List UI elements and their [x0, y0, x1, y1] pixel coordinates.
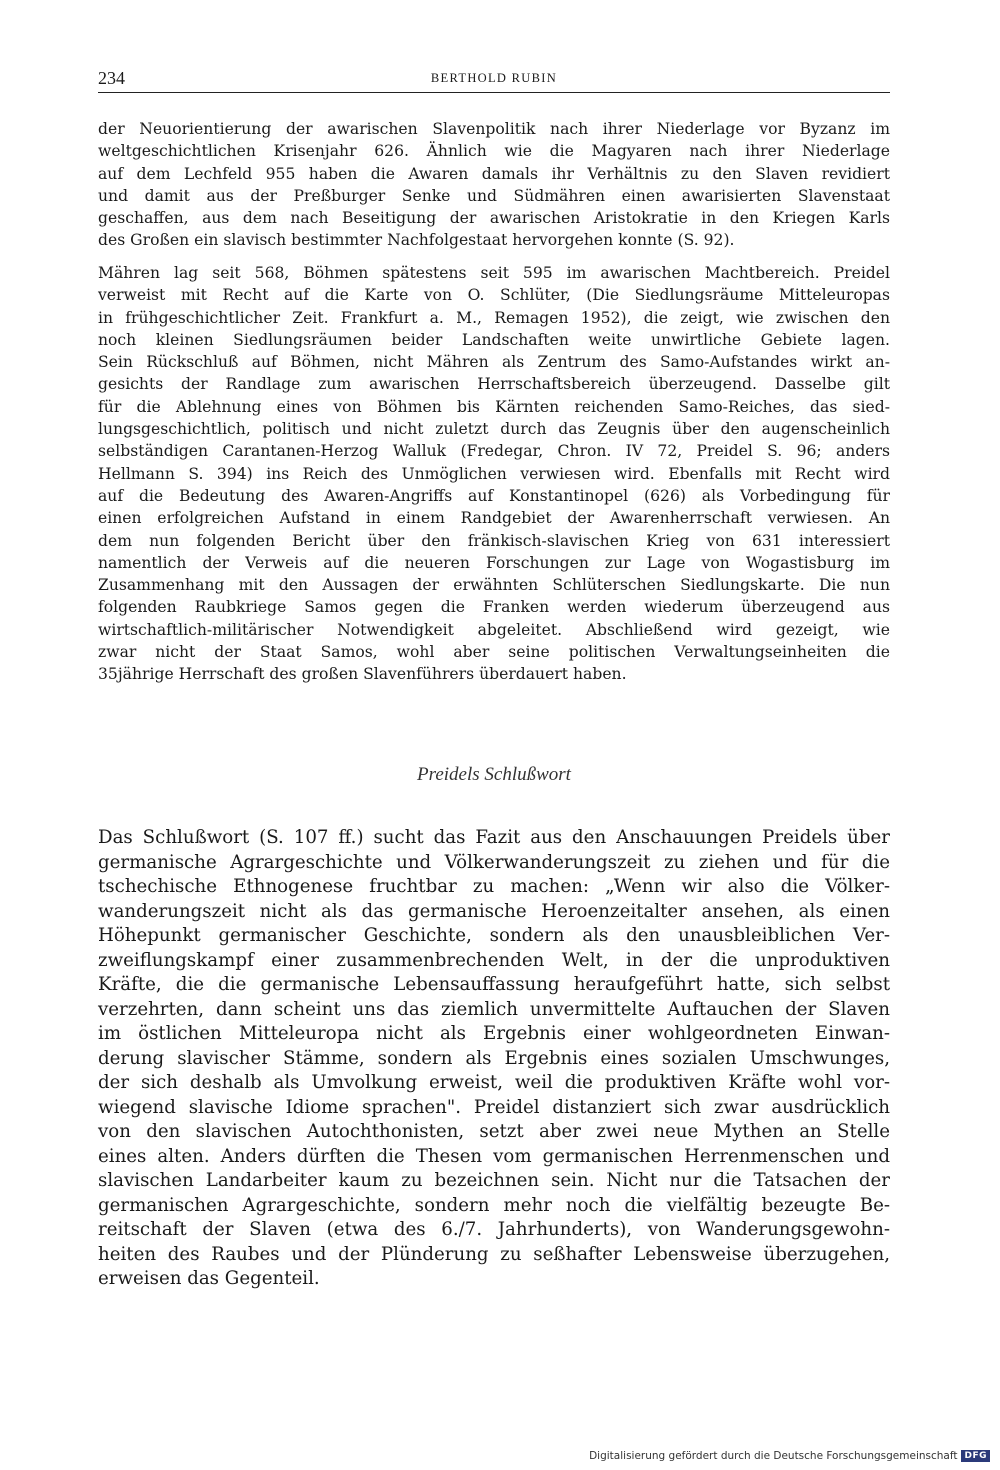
- text-line: im östlichen Mitteleuropa nicht als Ergebnis einer wohlgeordneten Einwan-: [98, 1023, 890, 1044]
- text-line: heiten des Raubes und der Plünderung zu seßhafter Lebensweise überzugehen,: [98, 1243, 890, 1265]
- text-line: wiegend slavische Idiome sprachen". Preidel distanziert sich zwar ausdrücklich: [98, 1096, 890, 1118]
- text-line: verzehrten, dann scheint uns das ziemlich unvermittelte Auftauchen der Slaven: [98, 998, 890, 1020]
- text-line: Sein Rückschluß auf Böhmen, nicht Mähren als Zentrum des Samo-Aufstandes wirkt an-: [98, 353, 890, 372]
- text-line: des Großen ein slavisch bestimmter Nachfolgestaat hervorgehen konnte (S. 92).: [98, 231, 735, 250]
- text-line: zwar nicht der Staat Samos, wohl aber seine politischen Verwaltungseinheiten die: [98, 643, 890, 662]
- text-line: folgenden Raubkriege Samos gegen die Franken werden wiederum überzeugend aus: [98, 598, 890, 617]
- text-line: der sich deshalb als Umvolkung erweist, weil die produktiven Kräfte wohl vor-: [98, 1072, 890, 1093]
- text-line: einen erfolgreichen Aufstand in einem Randgebiet der Awarenherrschaft verwiesen. An: [98, 509, 890, 528]
- text-line: Kräfte, die die germanische Lebensauffassung heraufgeführt hatte, sich selbst: [98, 974, 890, 995]
- body-paragraph-3: [98, 826, 890, 1292]
- text-line: und damit aus der Preßburger Senke und Südmähren einen awarisierten Slavenstaat: [98, 186, 890, 205]
- text-line: noch kleinen Siedlungsräumen beider Landschaften weite unwirtliche Gebiete lagen.: [98, 330, 890, 349]
- text-line: auf dem Lechfeld 955 haben die Awaren damals ihr Verhältnis zu den Slaven revidiert: [98, 164, 890, 183]
- text-line: reitschaft der Slaven (etwa des 6./7. Jahrhunderts), von Wanderungsgewohn-: [98, 1219, 890, 1240]
- text-line: dem nun folgenden Bericht über den fränkisch-slavischen Krieg von 631 interessiert: [98, 531, 890, 550]
- text-line: wanderungszeit nicht als das germanische Heroenzeitalter ansehen, als einen: [98, 900, 890, 922]
- text-line: erweisen das Gegenteil.: [98, 1268, 320, 1289]
- text-line: der Neuorientierung der awarischen Slavenpolitik nach ihrer Niederlage vor Byzanz im: [98, 120, 890, 138]
- page-header: [98, 66, 890, 93]
- text-line: Das Schlußwort (S. 107 ff.) sucht das Fazit aus den Anschauungen Preidels über: [98, 827, 890, 848]
- text-line: wirtschaftlich-militärischer Notwendigkeit abgeleitet. Abschließend wird gezeigt, wie: [98, 620, 890, 639]
- text-line: Zusammenhang mit den Aussagen der erwähnten Schlüterschen Siedlungskarte. Die nun: [98, 576, 890, 595]
- digitization-credit: [589, 1448, 990, 1464]
- section-heading: Preidels Schlußwort: [417, 764, 571, 785]
- body-paragraph-2: [98, 262, 890, 686]
- text-line: eines alten. Anders dürften die Thesen vom germanischen Herrenmenschen und: [98, 1145, 890, 1167]
- text-line: Höhepunkt germanischer Geschichte, sondern als den unausbleiblichen Ver-: [98, 925, 890, 946]
- text-line: Hellmann S. 394) ins Reich des Unmöglichen verwiesen wird. Ebenfalls mit Recht wird: [98, 464, 890, 483]
- credit-text: Digitalisierung gefördert durch die Deutsche Forschungsgemeinschaft: [589, 1450, 958, 1462]
- text-line: für die Ablehnung eines von Böhmen bis Kärnten reichenden Samo-Reiches, das sied-: [98, 397, 890, 416]
- text-line: in frühgeschichtlicher Zeit. Frankfurt a. M., Remagen 1952), die zeigt, wie zwischen den: [98, 308, 890, 327]
- text-line: gesichts der Randlage zum awarischen Herrschaftsbereich überzeugend. Dasselbe gilt: [98, 375, 890, 394]
- text-line: selbständigen Carantanen-Herzog Walluk (Fredegar, Chron. IV 72, Preidel S. 96; anders: [98, 442, 890, 461]
- body-paragraph-1: [98, 118, 890, 252]
- text-line: geschaffen, aus dem nach Beseitigung der awarischen Aristokratie in den Kriegen Karls: [98, 209, 890, 228]
- text-line: namentlich der Verweis auf die neueren Forschungen zur Lage von Wogastisburg im: [98, 553, 890, 572]
- text-line: zweiflungskampf einer zusammenbrechenden Welt, in der die unproduktiven: [98, 949, 890, 971]
- text-line: Mähren lag seit 568, Böhmen spätestens seit 595 im awarischen Machtbereich. Preidel: [98, 264, 890, 282]
- text-line: von den slavischen Autochthonisten, setzt aber zwei neue Mythen an Stelle: [98, 1121, 890, 1142]
- page-number: 234: [98, 68, 125, 88]
- text-line: auf die Bedeutung des Awaren-Angriffs auf Konstantinopel (626) als Vorbedingung für: [98, 486, 890, 505]
- text-line: slavischen Landarbeiter kaum zu bezeichnen sein. Nicht nur die Tatsachen der: [98, 1170, 890, 1191]
- text-line: weltgeschichtlichen Krisenjahr 626. Ähnlich wie die Magyaren nach ihrer Niederlage: [98, 142, 890, 161]
- text-line: germanischen Agrargeschichte, sondern mehr noch die vielfältig bezeugte Be-: [98, 1194, 890, 1216]
- dfg-logo: DFG: [961, 1450, 990, 1462]
- text-line: derung slavischer Stämme, sondern als Ergebnis eines sozialen Umschwunges,: [98, 1047, 890, 1069]
- text-line: tschechische Ethnogenese fruchtbar zu machen: „Wenn wir also die Völker-: [98, 876, 890, 897]
- text-line: lungsgeschichtlich, politisch und nicht zuletzt durch das Zeugnis über den augenscheinlich: [98, 420, 890, 439]
- text-line: 35jährige Herrschaft des großen Slavenführers überdauert haben.: [98, 665, 627, 684]
- running-head: BERTHOLD RUBIN: [430, 71, 558, 85]
- text-line: verweist mit Recht auf die Karte von O. Schlüter, (Die Siedlungsräume Mitteleuropas: [98, 286, 890, 305]
- text-line: germanische Agrargeschichte und Völkerwanderungszeit zu ziehen und für die: [98, 851, 890, 873]
